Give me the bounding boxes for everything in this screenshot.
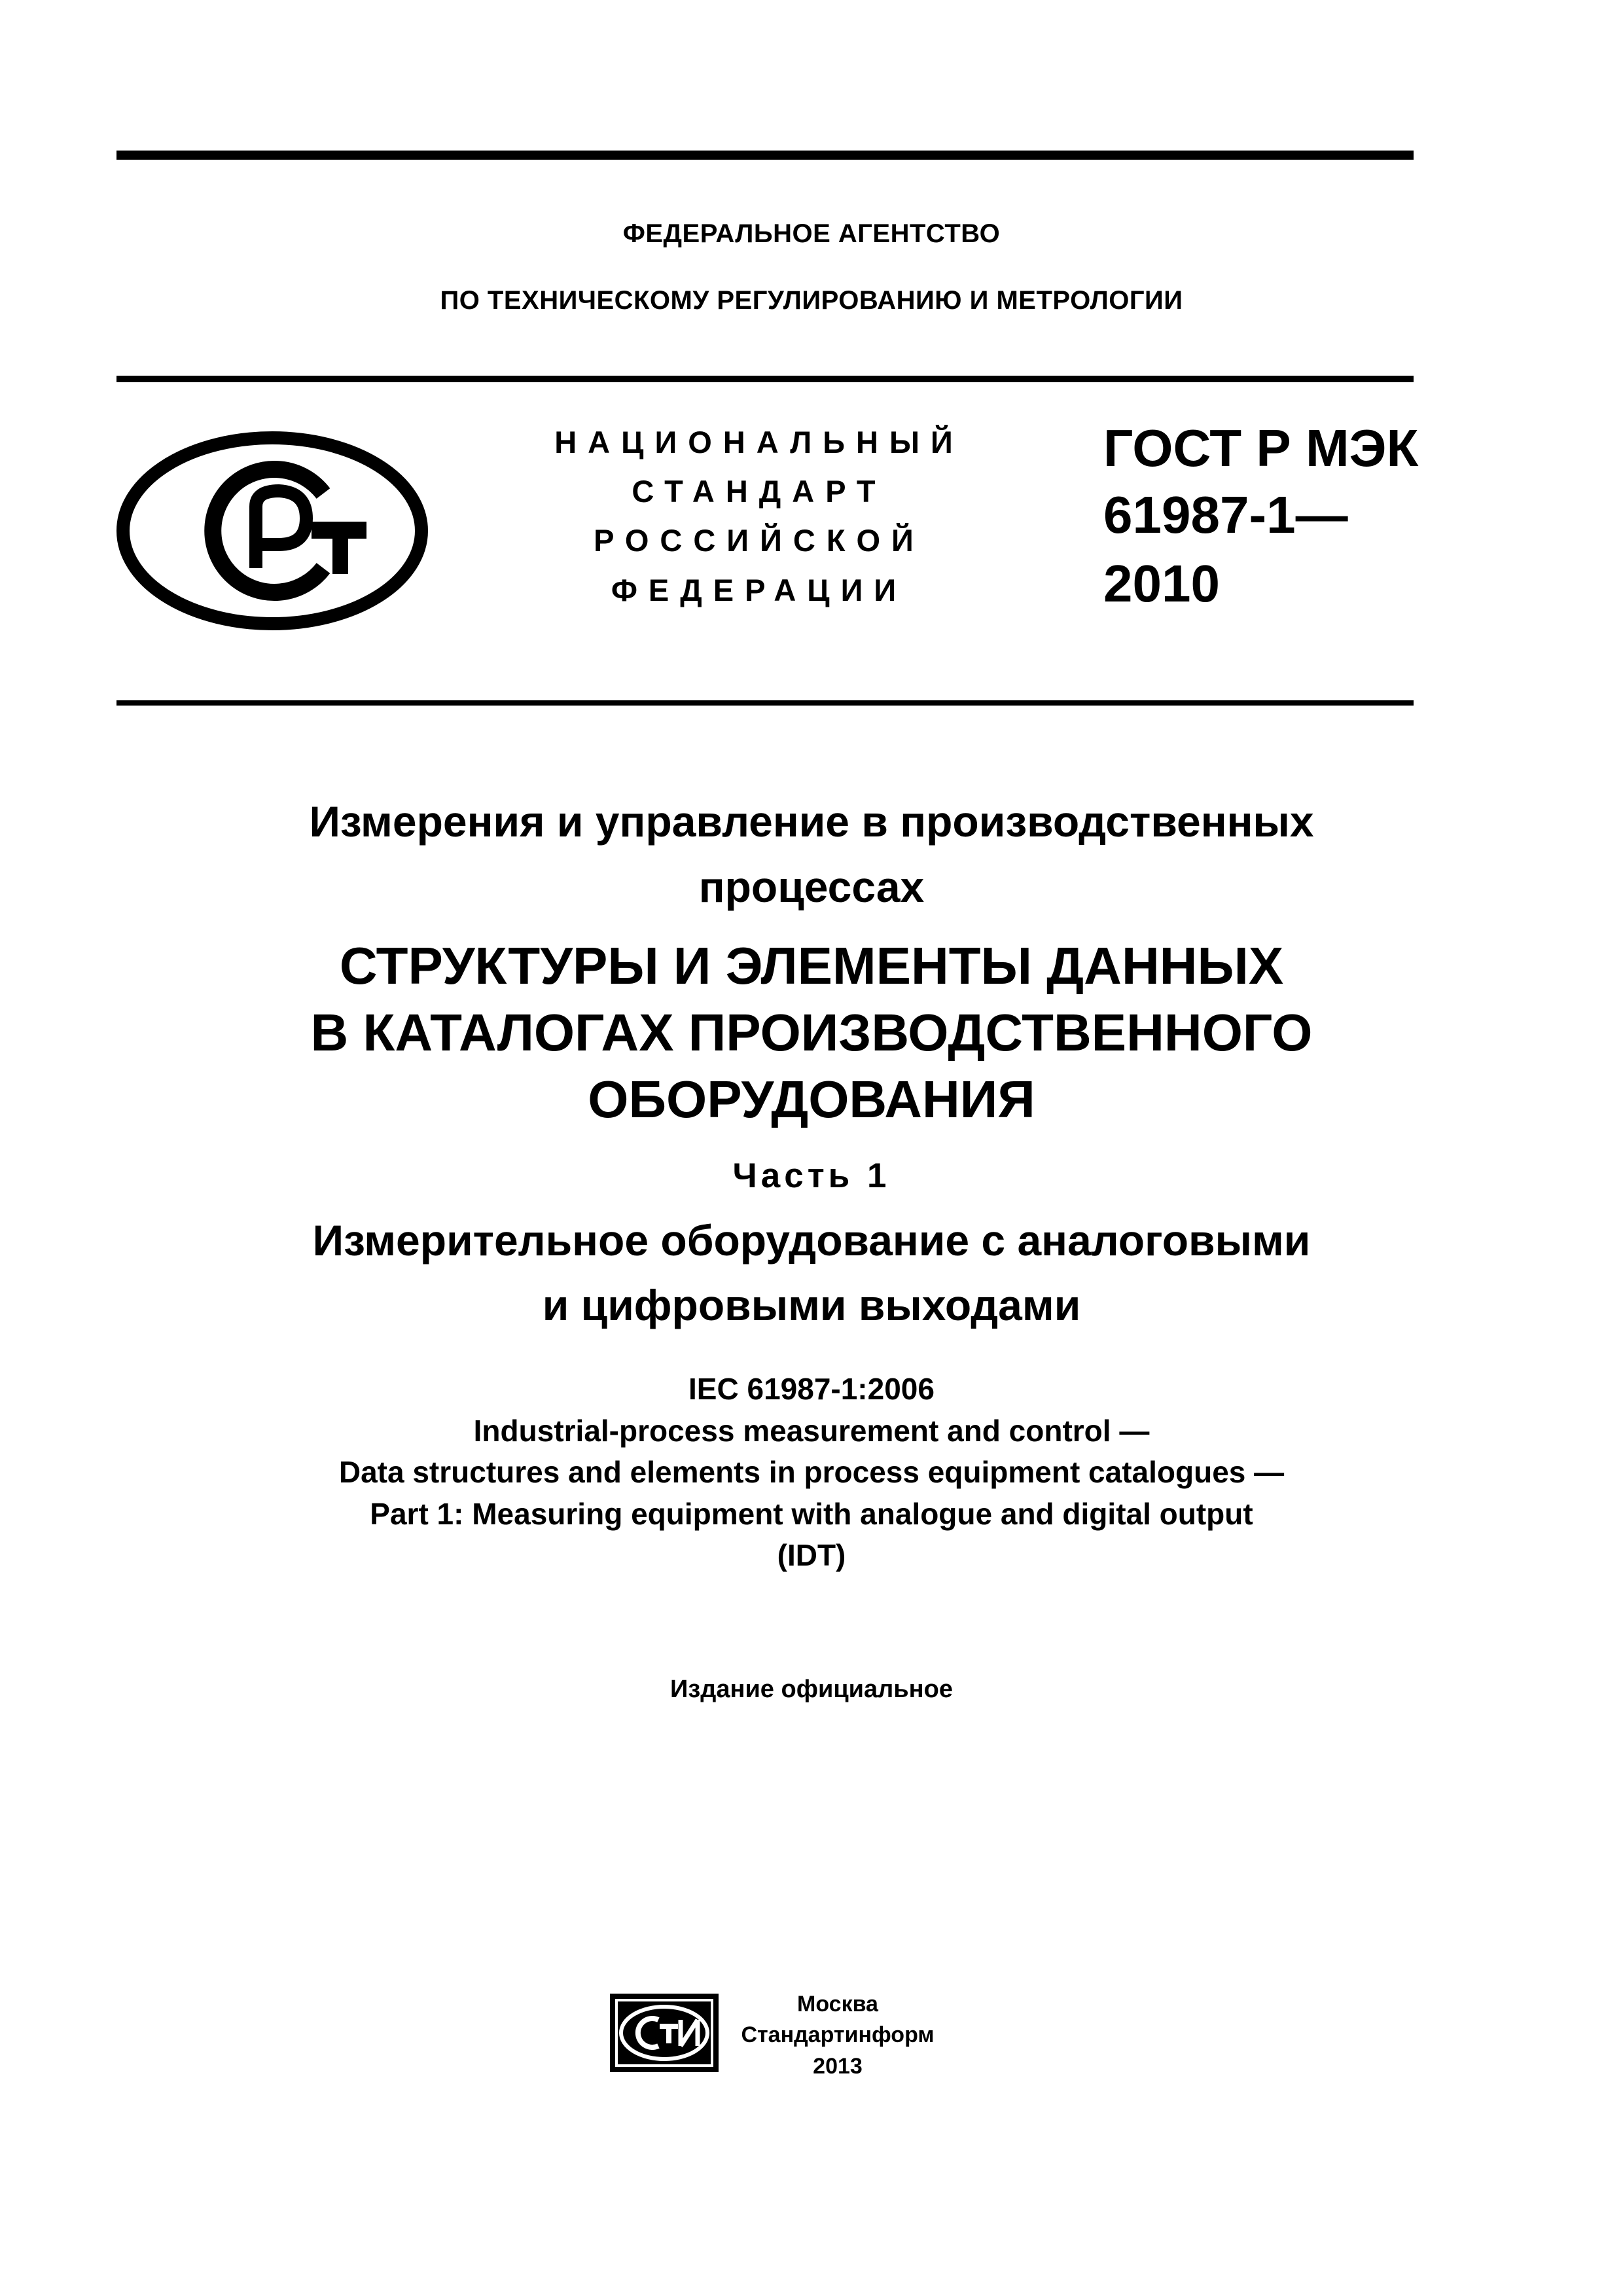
subtitle-line-1: Измерения и управление в производственных xyxy=(309,797,1314,846)
standartinform-logo-icon xyxy=(610,1990,719,2075)
part-number: Часть 1 xyxy=(732,1157,891,1195)
edition-note: Издание официальное xyxy=(670,1676,953,1703)
iec-reference-line-4: Part 1: Measuring equipment with analogue and digital output xyxy=(370,1497,1253,1531)
agency-line-2: ПО ТЕХНИЧЕСКОМУ РЕГУЛИРОВАНИЮ И МЕТРОЛОГИИ xyxy=(440,286,1183,315)
publisher-name: Стандартинформ xyxy=(741,2022,935,2047)
national-standard-line-1: НАЦИОНАЛЬНЫЙ xyxy=(554,425,964,459)
rst-mark-icon xyxy=(115,429,429,632)
main-title-line-2: В КАТАЛОГАХ ПРОИЗВОДСТВЕННОГО xyxy=(310,1003,1313,1062)
iec-reference-line-5: (IDT) xyxy=(777,1538,846,1572)
gost-designation-line-2: 61987-1— xyxy=(1103,486,1348,544)
part-title-line-2: и цифровыми выходами xyxy=(542,1281,1081,1329)
gost-designation-line-1: ГОСТ Р МЭК xyxy=(1103,419,1419,477)
iec-reference-line-3: Data structures and elements in process equipment catalogues — xyxy=(338,1455,1285,1489)
top-rule xyxy=(116,151,1414,160)
national-standard-line-2: СТАНДАРТ xyxy=(632,474,887,509)
main-title-line-3: ОБОРУДОВАНИЯ xyxy=(588,1070,1035,1128)
main-title-line-1: СТРУКТУРЫ И ЭЛЕМЕНТЫ ДАННЫХ xyxy=(339,937,1284,995)
part-title-line-1: Измерительное оборудование с аналоговыми xyxy=(312,1216,1311,1265)
subtitle-line-2: процессах xyxy=(698,863,925,911)
publication-year: 2013 xyxy=(813,2054,863,2079)
bottom-rule xyxy=(116,700,1414,706)
iec-reference-line-1: IEC 61987-1:2006 xyxy=(688,1372,935,1406)
national-standard-line-3: РОССИЙСКОЙ xyxy=(594,523,925,558)
iec-reference-line-2: Industrial-process measurement and control — xyxy=(473,1414,1150,1448)
national-standard-line-4: ФЕДЕРАЦИИ xyxy=(611,573,908,607)
publisher-city: Москва xyxy=(797,1992,878,2017)
agency-line-1: ФЕДЕРАЛЬНОЕ АГЕНТСТВО xyxy=(622,219,1001,248)
gost-designation-line-3: 2010 xyxy=(1103,554,1220,613)
middle-rule xyxy=(116,376,1414,382)
